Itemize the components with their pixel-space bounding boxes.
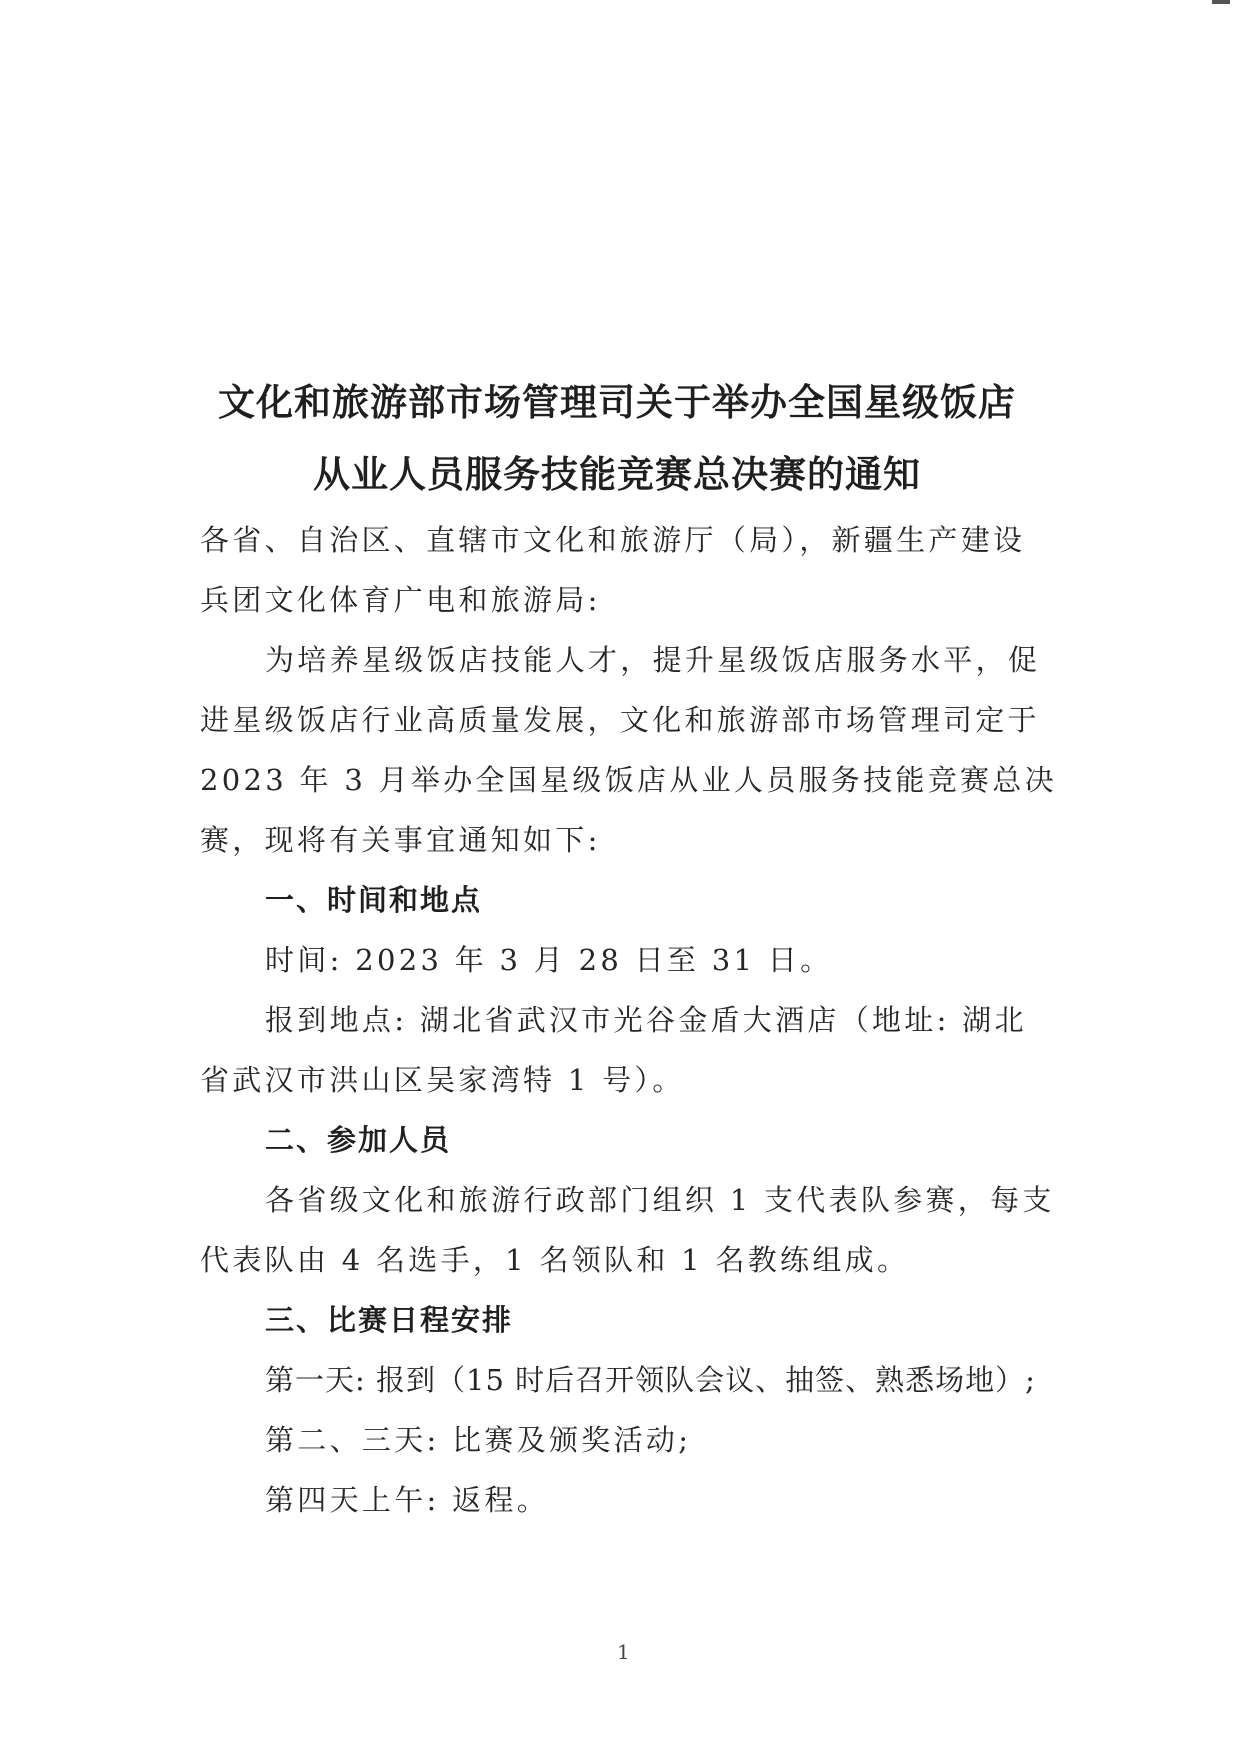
section-1-line-3: 省武汉市洪山区吴家湾特 1 号）。 (200, 1063, 685, 1097)
document-title-line-2: 从业人员服务技能竞赛总决赛的通知 (313, 453, 921, 496)
section-2-line-1: 各省级文化和旅游行政部门组织 1 支代表队参赛，每支 (265, 1183, 1055, 1217)
intro-line-1: 为培养星级饭店技能人才，提升星级饭店服务水平，促 (265, 643, 1041, 677)
page-number: 1 (617, 1640, 630, 1664)
intro-line-3: 2023 年 3 月举办全国星级饭店从业人员服务技能竞赛总决 (200, 763, 1057, 797)
salutation-line-1: 各省、自治区、直辖市文化和旅游厅（局），新疆生产建设 (200, 523, 1026, 557)
section-1-line-1: 时间: 2023 年 3 月 28 日至 31 日。 (265, 943, 833, 977)
section-2-line-2: 代表队由 4 名选手，1 名领队和 1 名教练组成。 (200, 1243, 910, 1277)
intro-line-2: 进星级饭店行业高质量发展，文化和旅游部市场管理司定于 (200, 703, 1040, 737)
intro-line-4: 赛，现将有关事宜通知如下: (200, 823, 601, 857)
section-3-line-3: 第四天上午: 返程。 (265, 1483, 549, 1517)
section-heading-participants: 二、参加人员 (265, 1123, 452, 1157)
section-3-line-2: 第二、三天: 比赛及颁奖活动; (265, 1423, 692, 1457)
salutation-line-2: 兵团文化体育广电和旅游局: (200, 583, 601, 617)
section-1-line-2: 报到地点: 湖北省武汉市光谷金盾大酒店（地址: 湖北 (265, 1003, 1027, 1037)
section-heading-time-place: 一、时间和地点 (265, 883, 483, 917)
scan-mark (1212, 0, 1230, 4)
document-title-line-1: 文化和旅游部市场管理司关于举办全国星级饭店 (218, 381, 1016, 424)
section-heading-schedule: 三、比赛日程安排 (265, 1303, 514, 1337)
section-3-line-1: 第一天: 报到（15 时后召开领队会议、抽签、熟悉场地）; (265, 1363, 1036, 1397)
